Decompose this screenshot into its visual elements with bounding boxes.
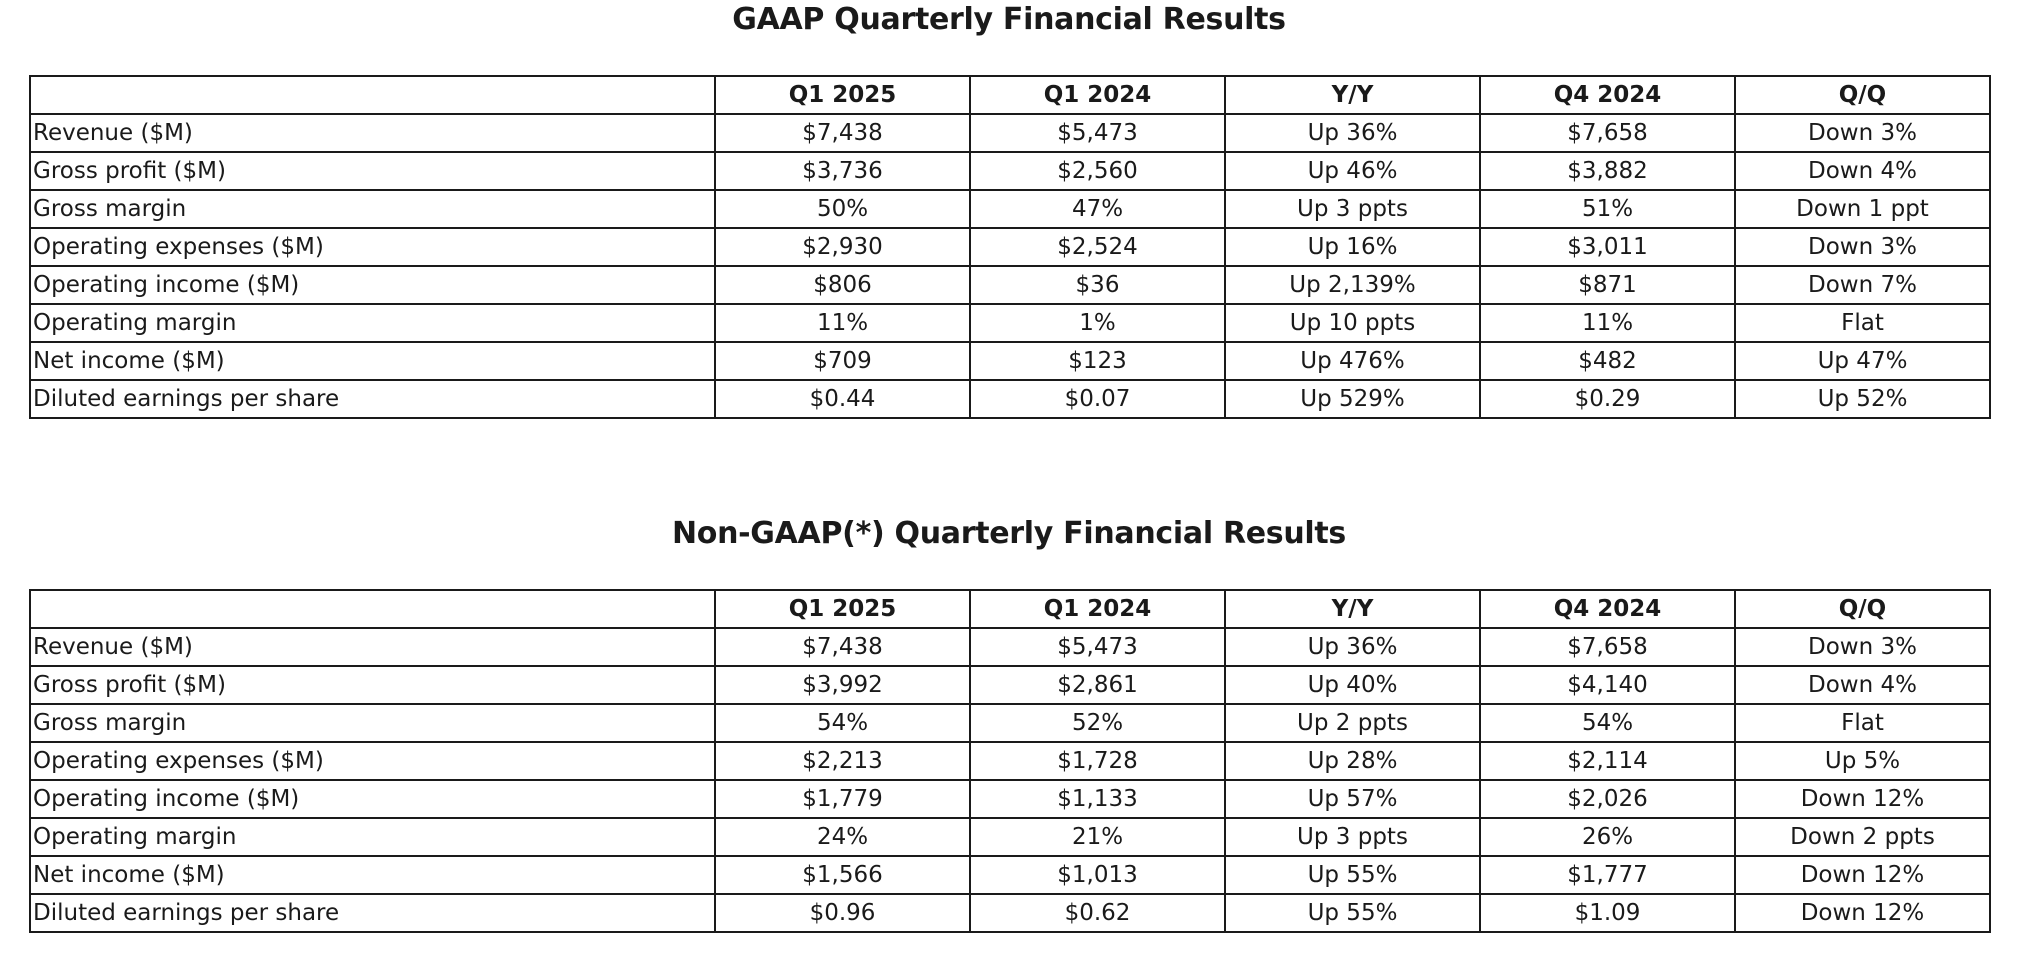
row-label: Revenue ($M): [30, 114, 715, 152]
cell-q1-2025: 54%: [715, 704, 970, 742]
cell-q1-2024: $1,728: [970, 742, 1225, 780]
cell-q4-2024: $1,777: [1480, 856, 1735, 894]
table-row: [30, 704, 1990, 742]
table-row: [30, 894, 1990, 932]
cell-qq: Down 4%: [1735, 666, 1990, 704]
nongaap-section: [29, 514, 1989, 926]
cell-q4-2024: $4,140: [1480, 666, 1735, 704]
cell-q1-2024: $2,524: [970, 228, 1225, 266]
gaap-section: [29, 0, 1989, 412]
cell-yy: Up 55%: [1225, 894, 1480, 932]
row-label: Operating margin: [30, 818, 715, 856]
table-row: [30, 190, 1990, 228]
cell-qq: Down 3%: [1735, 628, 1990, 666]
cell-q1-2024: $1,013: [970, 856, 1225, 894]
table-header-row: [30, 76, 1990, 114]
cell-qq: Down 2 ppts: [1735, 818, 1990, 856]
header-cell-q4-2024: Q4 2024: [1480, 590, 1735, 628]
cell-yy: Up 3 ppts: [1225, 818, 1480, 856]
cell-q1-2025: $1,779: [715, 780, 970, 818]
cell-q4-2024: $482: [1480, 342, 1735, 380]
cell-q1-2025: $7,438: [715, 114, 970, 152]
cell-q1-2025: $3,992: [715, 666, 970, 704]
cell-qq: Up 52%: [1735, 380, 1990, 418]
cell-q1-2025: $2,213: [715, 742, 970, 780]
header-cell-q4-2024: Q4 2024: [1480, 76, 1735, 114]
cell-yy: Up 2 ppts: [1225, 704, 1480, 742]
table-row: [30, 742, 1990, 780]
cell-q1-2024: $1,133: [970, 780, 1225, 818]
cell-q1-2025: $806: [715, 266, 970, 304]
table-row: [30, 780, 1990, 818]
cell-q1-2025: $2,930: [715, 228, 970, 266]
header-cell-qq: Q/Q: [1735, 76, 1990, 114]
table-header-row: [30, 590, 1990, 628]
cell-q1-2025: $7,438: [715, 628, 970, 666]
cell-qq: Down 4%: [1735, 152, 1990, 190]
nongaap-title: Non-GAAP(*) Quarterly Financial Results: [671, 516, 1346, 551]
row-label: Operating margin: [30, 304, 715, 342]
cell-qq: Down 12%: [1735, 894, 1990, 932]
cell-q4-2024: 51%: [1480, 190, 1735, 228]
cell-q1-2024: $5,473: [970, 114, 1225, 152]
cell-yy: Up 40%: [1225, 666, 1480, 704]
gaap-table: [29, 75, 1991, 419]
cell-q1-2024: $2,861: [970, 666, 1225, 704]
row-label: Diluted earnings per share: [30, 380, 715, 418]
table-row: [30, 818, 1990, 856]
header-cell-qq: Q/Q: [1735, 590, 1990, 628]
cell-qq: Down 12%: [1735, 856, 1990, 894]
cell-yy: Up 3 ppts: [1225, 190, 1480, 228]
row-label: Gross profit ($M): [30, 152, 715, 190]
table-row: [30, 152, 1990, 190]
cell-q1-2024: 21%: [970, 818, 1225, 856]
row-label: Gross profit ($M): [30, 666, 715, 704]
table-row: [30, 228, 1990, 266]
cell-q4-2024: $2,026: [1480, 780, 1735, 818]
header-cell-blank: [30, 590, 715, 628]
cell-yy: Up 57%: [1225, 780, 1480, 818]
cell-q1-2025: $0.44: [715, 380, 970, 418]
cell-q4-2024: $871: [1480, 266, 1735, 304]
row-label: Net income ($M): [30, 856, 715, 894]
table-row: [30, 266, 1990, 304]
cell-qq: Down 3%: [1735, 228, 1990, 266]
cell-yy: Up 55%: [1225, 856, 1480, 894]
cell-q1-2024: 52%: [970, 704, 1225, 742]
cell-qq: Down 12%: [1735, 780, 1990, 818]
cell-q4-2024: $0.29: [1480, 380, 1735, 418]
row-label: Operating income ($M): [30, 266, 715, 304]
cell-yy: Up 529%: [1225, 380, 1480, 418]
cell-yy: Up 10 ppts: [1225, 304, 1480, 342]
cell-qq: Down 1 ppt: [1735, 190, 1990, 228]
row-label: Operating income ($M): [30, 780, 715, 818]
cell-q4-2024: $7,658: [1480, 114, 1735, 152]
cell-q1-2025: 50%: [715, 190, 970, 228]
row-label: Gross margin: [30, 190, 715, 228]
row-label: Operating expenses ($M): [30, 742, 715, 780]
cell-q1-2024: $0.62: [970, 894, 1225, 932]
cell-q1-2025: 24%: [715, 818, 970, 856]
nongaap-table: [29, 589, 1991, 933]
cell-yy: Up 36%: [1225, 114, 1480, 152]
header-cell-q1-2025: Q1 2025: [715, 590, 970, 628]
table-row: [30, 304, 1990, 342]
header-cell-blank: [30, 76, 715, 114]
header-cell-q1-2025: Q1 2025: [715, 76, 970, 114]
table-row: [30, 342, 1990, 380]
cell-yy: Up 36%: [1225, 628, 1480, 666]
header-cell-q1-2024: Q1 2024: [970, 76, 1225, 114]
cell-q1-2024: 1%: [970, 304, 1225, 342]
cell-yy: Up 476%: [1225, 342, 1480, 380]
row-label: Diluted earnings per share: [30, 894, 715, 932]
row-label: Net income ($M): [30, 342, 715, 380]
cell-q4-2024: $3,011: [1480, 228, 1735, 266]
row-label: Gross margin: [30, 704, 715, 742]
header-cell-q1-2024: Q1 2024: [970, 590, 1225, 628]
table-row: [30, 666, 1990, 704]
cell-yy: Up 2,139%: [1225, 266, 1480, 304]
cell-q1-2024: $5,473: [970, 628, 1225, 666]
table-row: [30, 114, 1990, 152]
cell-qq: Flat: [1735, 704, 1990, 742]
header-cell-yy: Y/Y: [1225, 590, 1480, 628]
table-row: [30, 856, 1990, 894]
table-row: [30, 380, 1990, 418]
cell-q1-2025: $1,566: [715, 856, 970, 894]
table-row: [30, 628, 1990, 666]
cell-q1-2025: $709: [715, 342, 970, 380]
cell-q4-2024: 26%: [1480, 818, 1735, 856]
cell-qq: Down 3%: [1735, 114, 1990, 152]
cell-q1-2024: 47%: [970, 190, 1225, 228]
cell-qq: Down 7%: [1735, 266, 1990, 304]
cell-q4-2024: 54%: [1480, 704, 1735, 742]
cell-q1-2024: $0.07: [970, 380, 1225, 418]
cell-yy: Up 46%: [1225, 152, 1480, 190]
row-label: Operating expenses ($M): [30, 228, 715, 266]
cell-qq: Up 47%: [1735, 342, 1990, 380]
cell-yy: Up 28%: [1225, 742, 1480, 780]
cell-q4-2024: $1.09: [1480, 894, 1735, 932]
gaap-title: GAAP Quarterly Financial Results: [732, 2, 1286, 37]
cell-yy: Up 16%: [1225, 228, 1480, 266]
cell-qq: Up 5%: [1735, 742, 1990, 780]
row-label: Revenue ($M): [30, 628, 715, 666]
cell-qq: Flat: [1735, 304, 1990, 342]
cell-q1-2024: $36: [970, 266, 1225, 304]
cell-q1-2024: $123: [970, 342, 1225, 380]
cell-q4-2024: $7,658: [1480, 628, 1735, 666]
cell-q1-2025: $3,736: [715, 152, 970, 190]
header-cell-yy: Y/Y: [1225, 76, 1480, 114]
cell-q1-2024: $2,560: [970, 152, 1225, 190]
cell-q4-2024: 11%: [1480, 304, 1735, 342]
cell-q1-2025: $0.96: [715, 894, 970, 932]
cell-q4-2024: $3,882: [1480, 152, 1735, 190]
cell-q4-2024: $2,114: [1480, 742, 1735, 780]
cell-q1-2025: 11%: [715, 304, 970, 342]
